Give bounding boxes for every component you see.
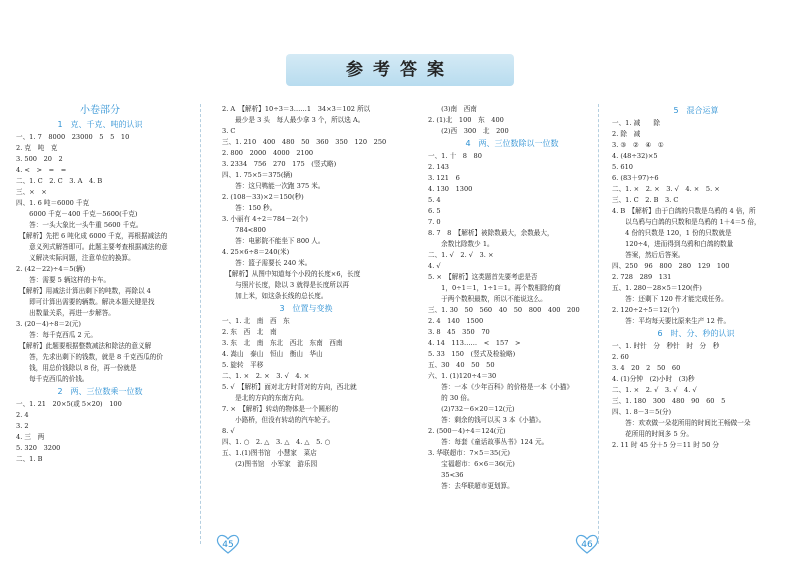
answer-line: 2. A 【解析】10÷3＝3……1 34×3＝102 所以 (222, 105, 371, 113)
section-heading: 3 位置与变换 (279, 304, 333, 313)
answer-line: 5. 610 (612, 163, 633, 171)
answer-line: 答案，然后后答案。 (612, 251, 685, 259)
section-heading: 4 两、三位数除以一位数 (465, 139, 559, 148)
column-divider (200, 104, 201, 544)
answer-line: 3. (20－4)÷8＝2(元) (16, 320, 81, 328)
answer-line: (2)图书馆 小军家 游乐园 (222, 460, 318, 468)
section-heading: 6 时、分、秒的认识 (657, 329, 735, 338)
answer-line: 7. 0 (428, 218, 441, 226)
answer-line: 答：欢欢做一朵花所用的时间比王畅做一朵 (612, 419, 751, 427)
answer-line: 3. 8 45 350 70 (428, 328, 490, 336)
answer-line: 二、1. × 2. × 3. √ 4. × 5. × (612, 185, 720, 193)
answer-line: 五、30 40 50 50 (428, 361, 495, 369)
answer-line: 一、1. 减 除 (612, 119, 660, 127)
answer-line: 3. C (222, 127, 236, 135)
answer-line: 一、1. 7 8000 23000 5 5 10 (16, 133, 130, 141)
answer-title-banner (286, 54, 514, 86)
answer-line: 一、1. 十 8 80 (428, 152, 482, 160)
answer-line: 答：一本《少年百科》的价格是一本《小猫》 (428, 383, 574, 391)
answer-line: 三、1. 30 50 560 40 50 800 400 200 (428, 306, 580, 314)
answer-line: 三、× × (16, 188, 47, 196)
answer-line: 【解析】从图中知道每个小段的长度×6，长度 (222, 270, 361, 278)
answer-line: 2. 11 时 45 分＋5 分＝11 时 50 分 (612, 441, 719, 449)
answer-line: 宝福超市：6×6＝36(元) (428, 460, 515, 468)
answer-line: 加上米，如这条长线的总长度。 (222, 292, 328, 300)
answer-line: 7. × 【解析】转动的物体是一个圆形的 (222, 405, 339, 413)
answer-line: 4. B 【解析】由于白鸽的只数是乌鸦的 4 倍，所 (612, 207, 756, 215)
answer-line: 三、1. 180 300 480 90 60 5 (612, 397, 726, 405)
answer-line: 五、1.(1)图书馆 小慧家 菜店 (222, 449, 317, 457)
answer-line: 5. 33 150 (竖式及检验略) (428, 350, 516, 358)
answer-line: 3. ③ ② ④ ① (612, 141, 664, 149)
answer-line: 120÷4，进而得到乌鸦和白鸽的数量 (612, 240, 734, 248)
answer-line: 余数比除数少 1。 (428, 240, 494, 248)
answer-line: 四、1. ○ 2. △ 3. △ 4. △ 5. ○ (222, 438, 331, 446)
answer-line: 3. 121 6 (428, 174, 460, 182)
column-2 (222, 104, 390, 470)
section-heading: 1 克、千克、吨的认识 (57, 120, 143, 129)
answer-line: 以乌鸦与白鸽的只数和是乌鸦的 1＋4＝5 倍， (612, 218, 761, 226)
answer-line: 4. < > = = (16, 166, 67, 174)
answer-line: 答：篮子需要长 240 米。 (222, 259, 312, 267)
answer-line: 答：去华联超市更划算。 (428, 482, 514, 490)
answer-line: 2. 东 西 北 南 (222, 328, 277, 336)
answer-line: 答：平均每天要比原来生产 12 件。 (612, 317, 731, 325)
answer-line: 四、250 96 800 280 129 100 (612, 262, 730, 270)
answer-line: 答：每千克西瓜 2 元。 (16, 331, 97, 339)
answer-line: 3. 2 (16, 422, 29, 430)
answer-line: 答：一头大象比一头牛重 5600 千克。 (16, 221, 143, 229)
section-heading: 5 混合运算 (673, 106, 719, 115)
answer-line: 8. 7 8 【解析】被除数最大，余数最大， (428, 229, 554, 237)
answer-line: 6000 千克－400 千克－5600(千克) (16, 210, 138, 218)
column-3 (428, 104, 596, 492)
answer-line: 2. 120÷2÷5＝12(个) (612, 306, 680, 314)
answer-line: 2. (1)北 100 东 400 (428, 116, 504, 124)
answer-line: 花所用的时间多 5 分。 (612, 430, 693, 438)
answer-line: 4 份的只数是 120，1 份的只数就是 (612, 229, 732, 237)
answer-line: 5. 320 3200 (16, 444, 61, 452)
answer-line: 2. 克 吨 克 (16, 144, 58, 152)
answer-line: 5. √ 【解析】面对北方时背对的方向，西北就 (222, 383, 357, 391)
page-number-left: 45 (215, 533, 241, 555)
answer-line: 小路桥，但没有转动的汽车轮子。 (222, 416, 335, 424)
answer-line: 2. (108－33)×2＝150(秒) (222, 193, 304, 201)
answer-line: 4. (1)分钟 (2)小时 (3)秒 (612, 375, 695, 383)
answer-line: 3. 2334 756 270 175 (竖式略) (222, 160, 337, 168)
answer-line: 2. 60 (612, 353, 629, 361)
answer-line: 5. × 【解析】这类题首先要考虑是否 (428, 273, 538, 281)
answer-line: 的 30 倍。 (428, 394, 474, 402)
answer-line: 4. 25×6÷8＝240(米) (222, 248, 290, 256)
answer-line: 是北的方向的东南方向。 (222, 394, 308, 402)
answer-line: 2. 4 (16, 411, 29, 419)
answer-line: 35<36 (428, 471, 464, 479)
answer-line: 四、1. 8－3＝5(分) (612, 408, 672, 416)
answer-line: 4. 130 1300 (428, 185, 473, 193)
answer-line: 一、1. 北 南 西 东 (222, 317, 290, 325)
answer-line: 3. 小丽有 4÷2＝784－2(个) (222, 215, 308, 223)
page-title: 参考答案 (346, 60, 454, 80)
answer-line: 4. 嵩山 泰山 恒山 衡山 华山 (222, 350, 323, 358)
answer-line: 三、1. C 2. B 3. C (612, 196, 679, 204)
answer-line: 答：剩余的钱可以买 3 本《小猫》。 (428, 416, 546, 424)
answer-line: 1，0÷1＝1，1÷1＝1。再个数相除的商 (428, 284, 561, 292)
answer-line: 2. 728 289 131 (612, 273, 672, 281)
answer-line: 2. (500－4)÷4＝124(元) (428, 427, 506, 435)
answer-line: 最少是 3 头 每人最少拿 3 个，所以选 A。 (222, 116, 365, 124)
column-divider (598, 104, 599, 544)
answer-line: 答：150 秒。 (222, 204, 277, 212)
answer-line: 4. 14 113…… < 157 > (428, 339, 521, 347)
answer-line: 2. 800 2000 4000 2100 (222, 149, 314, 157)
answer-line: 义解决实际问题，注意单位的换算。 (16, 254, 135, 262)
answer-line: 四、1. 6 吨＝6000 千克 (16, 199, 90, 207)
answer-line: 3. 华联超市：7×5＝35(元) (428, 449, 510, 457)
answer-line: (2)西 300 北 200 (428, 127, 509, 135)
section-heading: 小卷部分 (80, 105, 120, 116)
answer-line: 答，先求出剩下的钱数，就是 8 千克西瓜的价 (16, 353, 163, 361)
answer-line: 4. (48÷32)×5 (612, 152, 658, 160)
answer-line: 一、1. 时针 分 秒针 时 分 秒 (612, 342, 720, 350)
answer-line: 2. 4 140 1500 (428, 317, 484, 325)
answer-line: 答：每套《童话故事丛书》124 元。 (428, 438, 549, 446)
answer-line: 二、1. × 2. √ 3. √ 4. √ (612, 386, 697, 394)
answer-line: 2. 143 (428, 163, 449, 171)
answer-line: 二、1. √ 2. √ 3. × (428, 251, 494, 259)
answer-line: 5. 4 (428, 196, 441, 204)
answer-line: 钱，用总价钱除以 8 份，再一份就是 (16, 364, 137, 372)
answer-line: 六、1. (1)120÷4＝30 (428, 372, 497, 380)
column-4 (612, 104, 780, 451)
answer-line: (3)南 西南 (428, 105, 477, 113)
answer-line: 784<800 (222, 226, 266, 234)
answer-line: 3. 500 20 2 (16, 155, 63, 163)
answer-line: 4. 三 两 (16, 433, 45, 441)
answer-line: 【解析】先把 6 吨化成 6000 千克，再根据减法的 (16, 232, 168, 240)
answer-line: 三、1. 210 400 480 50 360 350 120 250 (222, 138, 387, 146)
answer-line: 3. 东 北 南 东北 西北 东南 西南 (222, 339, 343, 347)
answer-line: 4. √ (428, 262, 441, 270)
answer-line: 2. (42－22)÷4＝5(辆) (16, 265, 86, 273)
answer-line: (2)732－6×20＝12(元) (428, 405, 515, 413)
answer-line: 即可计算出需要的辆数。解决本题关键是找 (16, 298, 155, 306)
answer-line: 8. √ (222, 427, 235, 435)
answer-line: 3. 4 20 2 50 60 (612, 364, 681, 372)
answer-line: 答：这只鸭能一次跑 375 米。 (222, 182, 325, 190)
section-heading: 2 两、三位数乘一位数 (57, 387, 143, 396)
column-1 (16, 104, 184, 465)
answer-line: 答：还剩下 120 件才能完成任务。 (612, 295, 728, 303)
answer-line: 2. 除 减 (612, 130, 641, 138)
answer-line: 二、1. C 2. C 3. A 4. B (16, 177, 103, 185)
answer-line: 5. 旋转 平移 (222, 361, 264, 369)
answer-line: 每千克西瓜的价钱。 (16, 375, 89, 383)
answer-line: 四、1. 75×5＝375(辆) (222, 171, 293, 179)
answer-line: 6. (83＋97)÷6 (612, 174, 659, 182)
answer-line: 与照片长度，除以 3 就得是长度所以再 (222, 281, 350, 289)
answer-line: 意义列式解答即可。此题主要考查根据减法的意 (16, 243, 168, 251)
answer-line: 五、1. 280－28×5＝120(件) (612, 284, 702, 292)
page-number-right: 46 (574, 533, 600, 555)
answer-line: 二、1. × 2. × 3. √ 4. × (222, 372, 310, 380)
answer-line: 【解析】用减法计算出剩下的吨数，再除以 4 (16, 287, 151, 295)
answer-line: 二、1. B (16, 455, 43, 463)
answer-line: 答：需要 5 辆这样的卡车。 (16, 276, 111, 284)
answer-line: 于两个数积最数，所以不能说这么。 (428, 295, 547, 303)
answer-line: 答：电影院不能坐下 800 人。 (222, 237, 325, 245)
answer-line: 6. 5 (428, 207, 441, 215)
answer-line: 出数量关系，再进一步解答。 (16, 309, 115, 317)
answer-line: 一、1. 21 20×5(或 5×20) 100 (16, 400, 122, 408)
answer-line: 【解析】此题要根据整数减法和除法的意义解 (16, 342, 152, 350)
